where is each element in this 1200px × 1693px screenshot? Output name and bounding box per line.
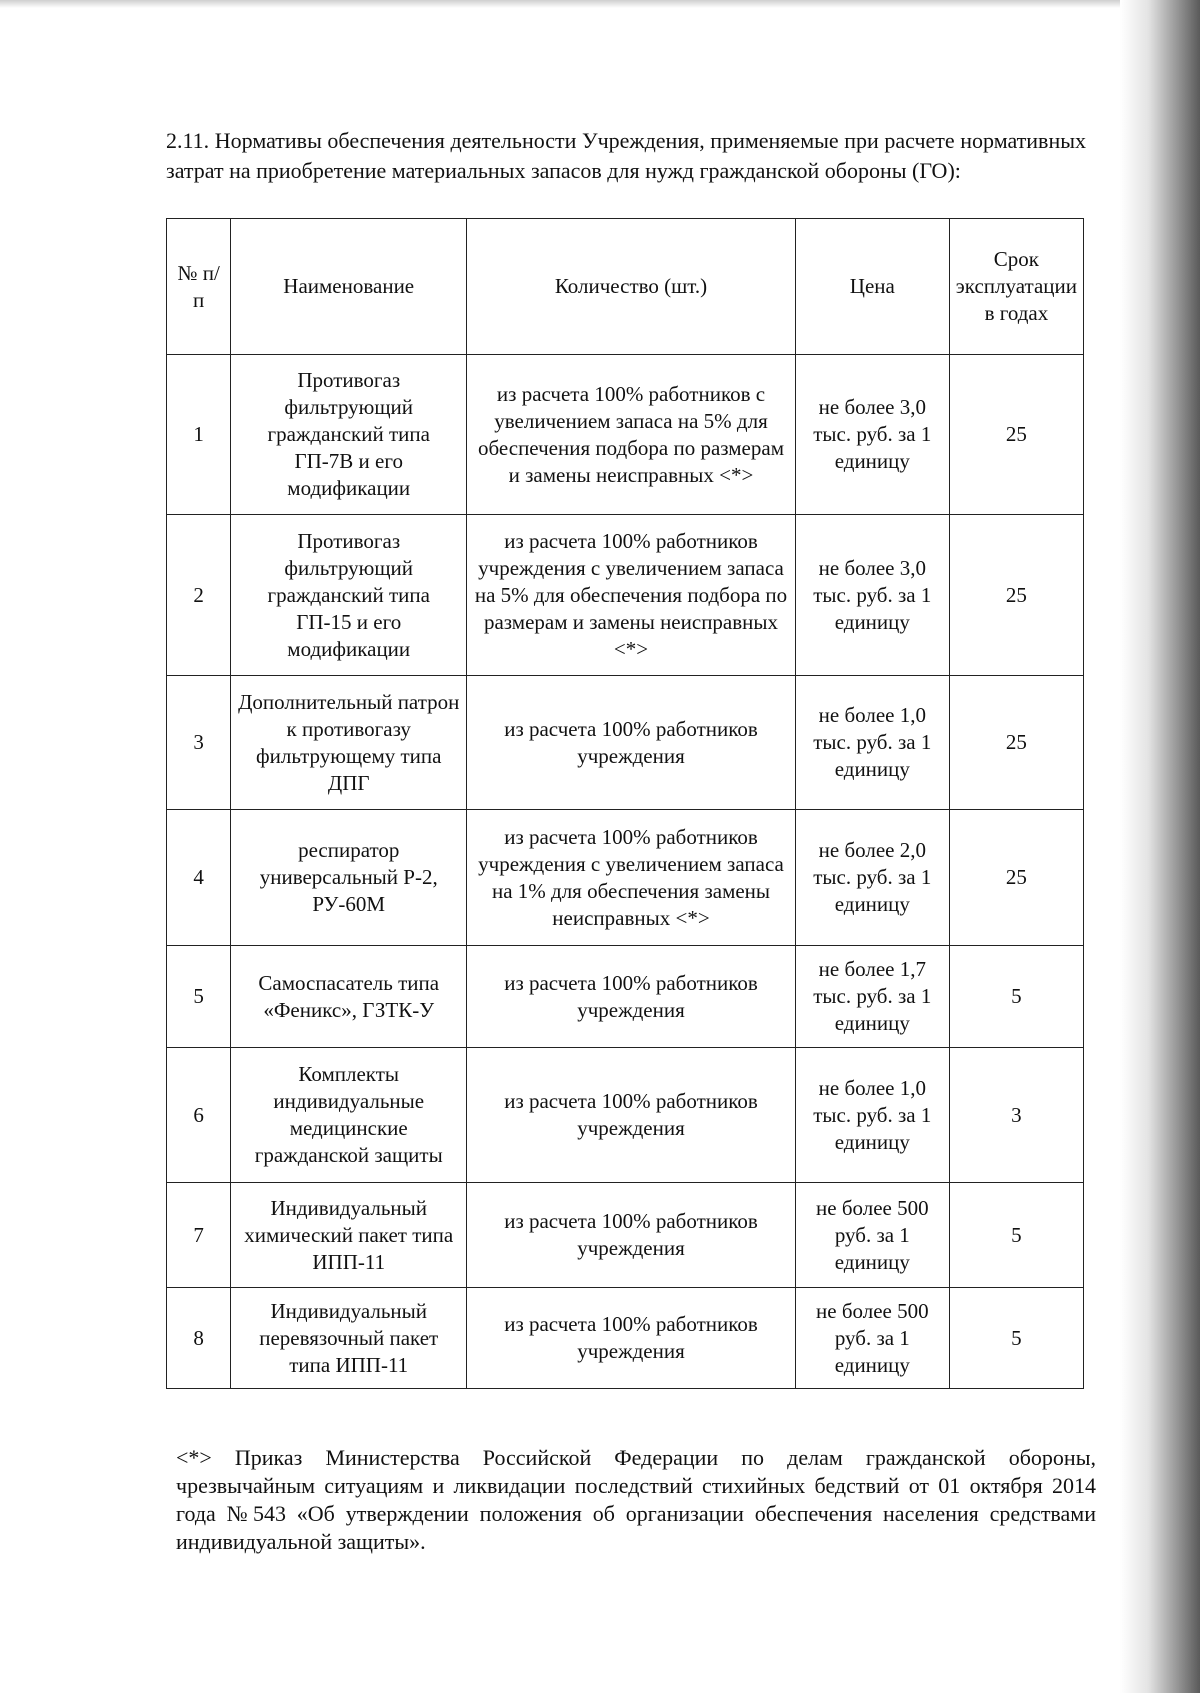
row-name: Дополнительный патрон к противогазу фильтрующему типа ДПГ: [231, 676, 467, 810]
row-price: не более 3,0 тыс. руб. за 1 единицу: [795, 355, 949, 515]
row-service-life: 5: [949, 946, 1083, 1048]
header-service-life: Срок эксплуатации в годах: [949, 219, 1083, 355]
row-name: Комплекты индивидуальные медицинские гражданской защиты: [231, 1048, 467, 1183]
row-quantity: из расчета 100% работников учреждения: [467, 1288, 796, 1389]
row-price: не более 3,0 тыс. руб. за 1 единицу: [795, 515, 949, 676]
table-row: [167, 676, 1084, 810]
row-num: 1: [167, 355, 231, 515]
table-header-row: [167, 219, 1084, 355]
row-quantity: из расчета 100% работников учреждения с увеличением запаса на 5% для обеспечения подбора по размерам и замены неисправных <*>: [467, 515, 796, 676]
row-name: Самоспасатель типа «Феникс», ГЗТК-У: [231, 946, 467, 1048]
row-quantity: из расчета 100% работников с увеличением запаса на 5% для обеспечения подбора по размерам и замены неисправных <*>: [467, 355, 796, 515]
table-row: [167, 810, 1084, 946]
footnote: <*> Приказ Министерства Российской Федерации по делам гражданской обороны, чрезвычайным ситуациям и ликвидации последствий стихийных бедствий от 01 октября 2014 года №543 «Об утверждении положения об организации обеспечения населения средствами индивидуальной защиты».: [176, 1445, 1096, 1554]
row-service-life: 25: [949, 355, 1083, 515]
row-quantity: из расчета 100% работников учреждения: [467, 1048, 796, 1183]
table-row: [167, 946, 1084, 1048]
row-num: 3: [167, 676, 231, 810]
row-service-life: 25: [949, 810, 1083, 946]
row-service-life: 3: [949, 1048, 1083, 1183]
table-row: [167, 355, 1084, 515]
row-num: 8: [167, 1288, 231, 1389]
row-price: не более 500 руб. за 1 единицу: [795, 1288, 949, 1389]
table-row: [167, 1048, 1084, 1183]
row-price: не более 1,7 тыс. руб. за 1 единицу: [795, 946, 949, 1048]
scan-right-edge: [1120, 0, 1200, 1693]
row-quantity: из расчета 100% работников учреждения: [467, 1183, 796, 1288]
header-price: Цена: [795, 219, 949, 355]
table-row: [167, 1183, 1084, 1288]
row-num: 2: [167, 515, 231, 676]
row-name: респиратор универсальный Р-2, РУ-60М: [231, 810, 467, 946]
scan-top-edge: [0, 0, 1200, 8]
row-service-life: 5: [949, 1183, 1083, 1288]
row-service-life: 25: [949, 515, 1083, 676]
row-name: Индивидуальный перевязочный пакет типа ИПП-11: [231, 1288, 467, 1389]
header-quantity: Количество (шт.): [467, 219, 796, 355]
row-name: Индивидуальный химический пакет типа ИПП-11: [231, 1183, 467, 1288]
row-num: 4: [167, 810, 231, 946]
header-num: № п/п: [167, 219, 231, 355]
row-service-life: 25: [949, 676, 1083, 810]
row-num: 6: [167, 1048, 231, 1183]
row-quantity: из расчета 100% работников учреждения: [467, 946, 796, 1048]
row-price: не более 500 руб. за 1 единицу: [795, 1183, 949, 1288]
table-row: [167, 515, 1084, 676]
row-quantity: из расчета 100% работников учреждения с увеличением запаса на 1% для обеспечения замены неисправных <*>: [467, 810, 796, 946]
row-price: не более 2,0 тыс. руб. за 1 единицу: [795, 810, 949, 946]
header-name: Наименование: [231, 219, 467, 355]
norms-table: [166, 218, 1084, 1389]
row-name: Противогаз фильтрующий гражданский типа ГП-15 и его модификации: [231, 515, 467, 676]
row-price: не более 1,0 тыс. руб. за 1 единицу: [795, 1048, 949, 1183]
row-num: 7: [167, 1183, 231, 1288]
row-service-life: 5: [949, 1288, 1083, 1389]
intro-paragraph: 2.11. Нормативы обеспечения деятельности Учреждения, применяемые при расчете нормативных затрат на приобретение материальных запасов для нужд гражданской обороны (ГО):: [166, 128, 1086, 183]
row-price: не более 1,0 тыс. руб. за 1 единицу: [795, 676, 949, 810]
row-quantity: из расчета 100% работников учреждения: [467, 676, 796, 810]
table-row: [167, 1288, 1084, 1389]
row-num: 5: [167, 946, 231, 1048]
row-name: Противогаз фильтрующий гражданский типа ГП-7В и его модификации: [231, 355, 467, 515]
